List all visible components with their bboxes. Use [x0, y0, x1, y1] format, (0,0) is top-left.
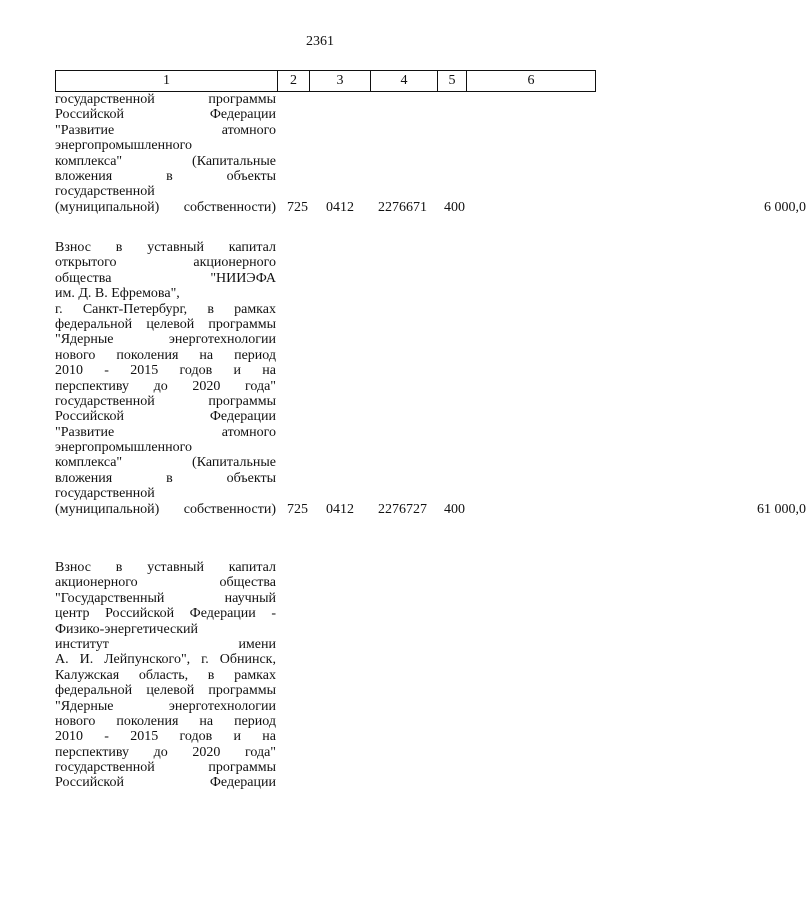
desc-line: "Государственный научный — [55, 590, 276, 606]
desc-line: Российской Федерации — [55, 775, 276, 791]
header-col-4: 4 — [371, 71, 438, 91]
desc-line: А. И. Лейпунского", г. Обнинск, — [55, 652, 276, 668]
desc-line: нового поколения на период — [55, 713, 276, 729]
desc-line: государственной программы — [55, 393, 276, 409]
desc-line: комплекса" (Капитальные — [55, 153, 276, 169]
col-3-value: 0412 — [326, 501, 354, 517]
desc-line: Калужская область, в рамках — [55, 667, 276, 683]
desc-line: Российской Федерации — [55, 107, 276, 123]
desc-line: центр Российской Федерации - — [55, 606, 276, 622]
row-description — [55, 92, 276, 215]
desc-line: (муниципальной) собственности) — [55, 501, 276, 517]
desc-line: Российской Федерации — [55, 409, 276, 425]
header-col-3: 3 — [310, 71, 371, 91]
desc-line: акционерного общества — [55, 575, 276, 591]
desc-line: перспективу до 2020 года" — [55, 744, 276, 760]
header-col-6: 6 — [527, 73, 535, 88]
col-4-value: 2276671 — [378, 199, 427, 215]
header-col-5: 5 — [438, 71, 467, 91]
desc-line: "Ядерные энерготехнологии — [55, 332, 276, 348]
desc-line: вложения в объекты — [55, 168, 276, 184]
desc-line: общества "НИИЭФА — [55, 270, 276, 286]
desc-line: "Развитие атомного — [55, 122, 276, 138]
desc-line: перспективу до 2020 года" — [55, 378, 276, 394]
desc-line: "Развитие атомного — [55, 424, 276, 440]
table-row — [55, 240, 806, 517]
desc-line: 2010 - 2015 годов и на — [55, 729, 276, 745]
col-6-value: 61 000,0 — [757, 501, 806, 517]
col-4-value: 2276727 — [378, 501, 427, 517]
desc-line: им. Д. В. Ефремова", — [55, 286, 180, 302]
col-3-value: 0412 — [326, 199, 354, 215]
col-6-value: 6 000,0 — [764, 199, 806, 215]
table-header — [55, 70, 596, 92]
desc-line: открытого акционерного — [55, 255, 276, 271]
row-description — [55, 560, 276, 791]
header-col-2: 2 — [278, 71, 310, 91]
desc-line: энергопромышленного — [55, 138, 192, 154]
header-col-1: 1 — [56, 71, 278, 91]
desc-line: институт имени — [55, 636, 276, 652]
desc-line: федеральной целевой программы — [55, 316, 276, 332]
row-description — [55, 240, 276, 517]
desc-line: 2010 - 2015 годов и на — [55, 363, 276, 379]
desc-line: нового поколения на период — [55, 347, 276, 363]
desc-line: Взнос в уставный капитал — [55, 240, 276, 255]
desc-line: государственной — [55, 184, 155, 200]
col-5-value: 400 — [444, 501, 465, 517]
desc-line: "Ядерные энерготехнологии — [55, 698, 276, 714]
col-5-value: 400 — [444, 199, 465, 215]
desc-line: вложения в объекты — [55, 470, 276, 486]
desc-line: Физико-энергетический — [55, 621, 199, 637]
table-row — [55, 92, 806, 215]
col-2-value: 725 — [287, 501, 308, 517]
col-2-value: 725 — [287, 199, 308, 215]
desc-line: федеральной целевой программы — [55, 683, 276, 699]
desc-line: Взнос в уставный капитал — [55, 560, 276, 575]
desc-line: (муниципальной) собственности) — [55, 199, 276, 215]
table-row — [55, 560, 276, 791]
desc-line: государственной — [55, 486, 155, 502]
desc-line: государственной программы — [55, 760, 276, 776]
page-number: 2361 — [306, 34, 334, 49]
desc-line: комплекса" (Капитальные — [55, 455, 276, 471]
desc-line: энергопромышленного — [55, 440, 192, 456]
desc-line: г. Санкт-Петербург, в рамках — [55, 301, 276, 317]
desc-line: государственной программы — [55, 92, 276, 107]
